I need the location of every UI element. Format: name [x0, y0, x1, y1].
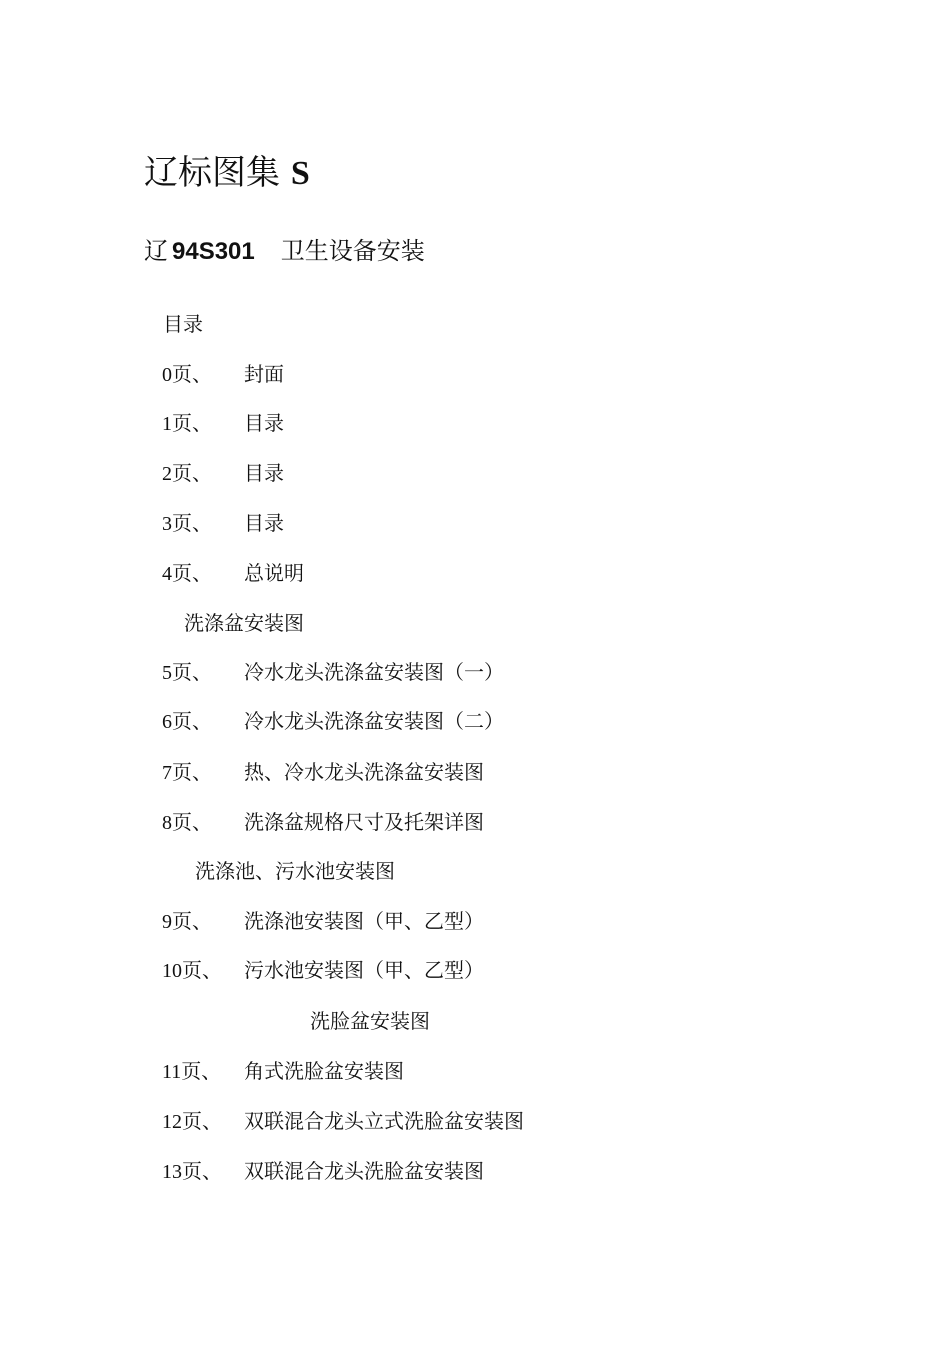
toc-row: [162, 757, 484, 787]
toc-row: [162, 458, 284, 488]
toc-entry-title: 总说明: [244, 561, 304, 585]
toc-entry-title: 双联混合龙头立式洗脸盆安装图: [244, 1109, 524, 1133]
toc-page-number: 5页、: [162, 662, 212, 684]
toc-section-heading: 洗涤盆安装图: [184, 611, 304, 635]
toc-row: [162, 508, 284, 538]
toc-row: [162, 558, 304, 588]
toc-page-number: 2页、: [162, 463, 212, 485]
toc-entry-title: 角式洗脸盆安装图: [244, 1059, 404, 1083]
subtitle-code: 94S301: [172, 238, 255, 265]
toc-entry-title: 污水池安装图（甲、乙型）: [244, 958, 484, 982]
toc-page-number: 11页、: [162, 1061, 222, 1083]
document-subtitle: [144, 234, 425, 269]
toc-entry-title: 目录: [244, 411, 284, 435]
toc-row: [162, 807, 484, 837]
toc-page-number: 0页、: [162, 364, 212, 386]
toc-entry-title: 目录: [244, 461, 284, 485]
document-title-cn: 辽标图集: [144, 153, 280, 193]
toc-page-number: 12页、: [162, 1111, 222, 1133]
toc-section-heading: 洗涤池、污水池安装图: [195, 859, 395, 883]
toc-row: [162, 1156, 484, 1186]
toc-page-number: 13页、: [162, 1161, 222, 1183]
toc-entry-title: 洗涤池安装图（甲、乙型）: [244, 909, 484, 933]
toc-page-number: 8页、: [162, 812, 212, 834]
toc-row: [162, 408, 284, 438]
toc-row: [162, 1056, 404, 1086]
subtitle-prefix: 辽: [144, 237, 168, 265]
toc-entry-title: 双联混合龙头洗脸盆安装图: [244, 1159, 484, 1183]
toc-entry-title: 冷水龙头洗涤盆安装图（二）: [244, 709, 504, 733]
toc-heading: 目录: [163, 312, 203, 336]
toc-entry-title: 热、冷水龙头洗涤盆安装图: [244, 760, 484, 784]
toc-row: [162, 906, 484, 936]
toc-entry-title: 冷水龙头洗涤盆安装图（一）: [244, 660, 504, 684]
toc-row: [162, 657, 504, 687]
toc-page-number: 10页、: [162, 960, 222, 982]
toc-row: [162, 1106, 524, 1136]
toc-page-number: 7页、: [162, 762, 212, 784]
toc-row: [162, 955, 484, 985]
toc-entry-title: 洗涤盆规格尺寸及托架详图: [244, 810, 484, 834]
document-title-latin: S: [290, 155, 310, 192]
toc-page-number: 9页、: [162, 911, 212, 933]
toc-row: [162, 706, 504, 736]
toc-entry-title: 封面: [244, 362, 284, 386]
toc-page-number: 6页、: [162, 711, 212, 733]
toc-page-number: 3页、: [162, 513, 212, 535]
toc-section-heading: 洗脸盆安装图: [310, 1009, 430, 1033]
document-title: [144, 150, 310, 197]
toc-row: [162, 359, 284, 389]
toc-entry-title: 目录: [244, 511, 284, 535]
toc-page-number: 4页、: [162, 563, 212, 585]
toc-page-number: 1页、: [162, 413, 212, 435]
subtitle-name: 卫生设备安装: [280, 237, 425, 265]
